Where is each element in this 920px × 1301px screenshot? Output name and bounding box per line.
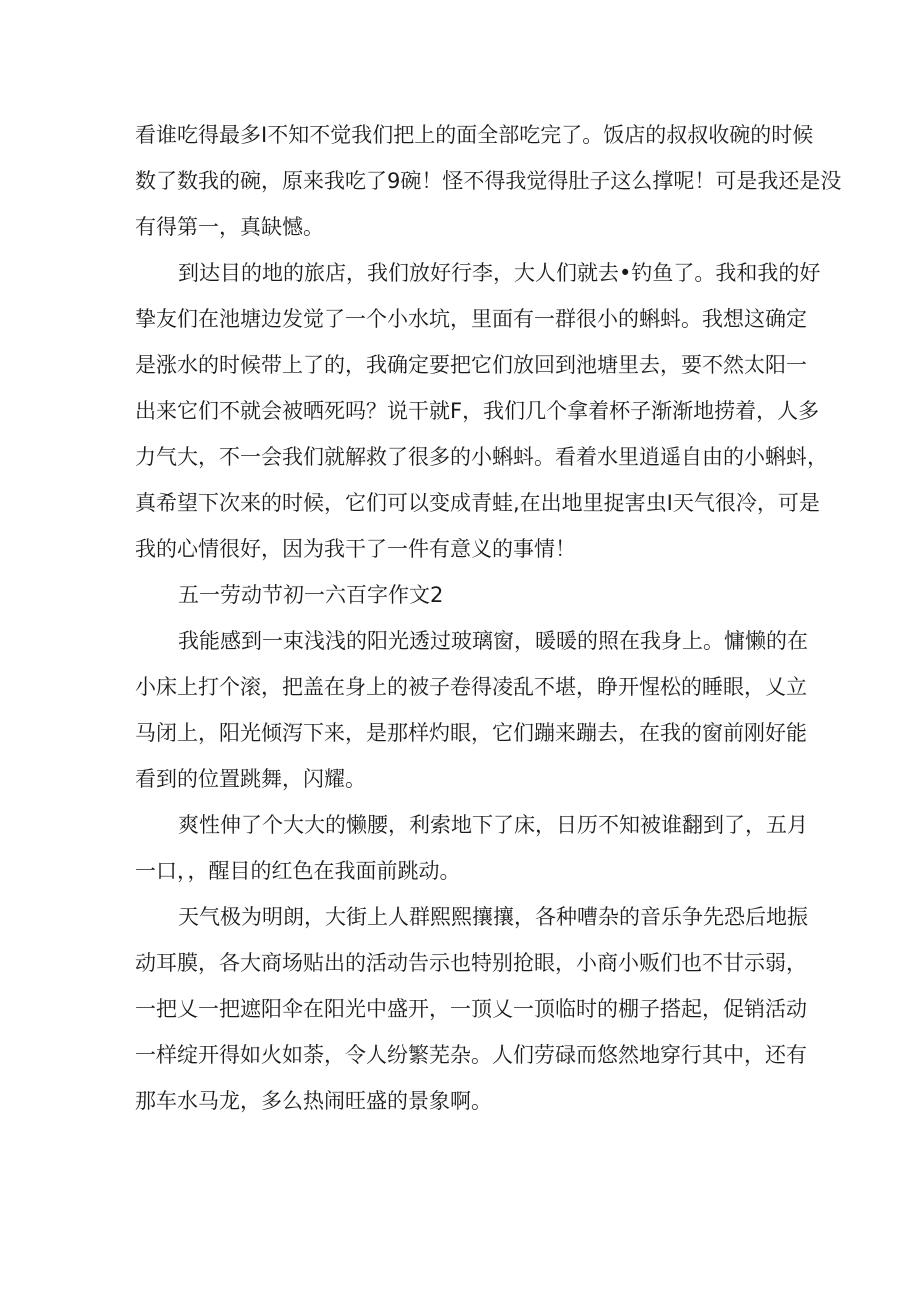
text-line: 我能感到一束浅浅的阳光透过玻璃窗，暖暖的照在我身上。慵懒的在: [178, 629, 808, 653]
paragraph-street: [135, 894, 808, 1124]
text-line: 看到的位置跳舞，闪耀。: [135, 767, 366, 791]
paragraph-tadpoles: [135, 250, 828, 572]
text-line: 力气大，不一会我们就解救了很多的小蝌蚪。看着水里逍遥自由的小蝌蚪，: [135, 445, 828, 469]
text-line: 马闭上，阳光倾泻下来，是那样灼眼，它们蹦来蹦去，在我的窗前刚好能: [135, 721, 807, 745]
text-line: 一口，，醒目的红色在我面前跳动。: [135, 859, 461, 883]
text-line: 小床上打个滚，把盖在身上的被子卷得凌乱不堪，睁开惺松的睡眼，乂立: [135, 675, 807, 699]
text-line: 一样绽开得如火如荼，令人纷繁芜杂。人们劳碌而悠然地穿行其中，还有: [135, 1043, 807, 1067]
text-line: 那车水马龙，多么热闹旺盛的景象啊。: [135, 1089, 492, 1113]
paragraph-sunlight: [135, 618, 808, 802]
text-line: 出来它们不就会被晒死吗？说干就F，我们几个拿着杯子渐渐地捞着，人多: [135, 399, 820, 423]
document-body: [135, 112, 842, 1124]
text-line: 天气极为明朗，大街上人群熙熙攘攘，各种嘈杂的音乐争先恐后地振: [178, 905, 808, 929]
text-line: 我的心情很好，因为我干了一件有意义的事情！: [135, 537, 576, 561]
text-line: 数了数我的碗，原来我吃了9碗！怪不得我觉得肚子这么撑呢！可是我还是没: [135, 169, 842, 193]
paragraph-calendar: [135, 802, 808, 894]
text-line: 看谁吃得最多I不知不觉我们把上的面全部吃完了。饭店的叔叔收碗的时候: [135, 123, 814, 147]
text-line: 是涨水的时候带上了的，我确定要把它们放回到池塘里去，要不然太阳一: [135, 353, 807, 377]
text-line: 动耳膜，各大商场贴出的活动告示也特别抢眼，小商小贩们也不甘示弱，: [135, 951, 807, 975]
essay-title: [135, 572, 795, 618]
essay-title-text: 五一劳动节初一六百字作文2: [178, 583, 444, 607]
text-line: 爽性伸了个大大的懒腰，利索地下了床，日历不知被谁翻到了，五月: [178, 813, 808, 837]
text-line: 到达目的地的旅店，我们放好行李，大人们就去•钓鱼了。我和我的好: [178, 261, 821, 285]
text-line: 真希望下次来的时候，它们可以变成青蛙,在出地里捉害虫I天气很冷，可是: [135, 491, 820, 515]
text-line: 有得第一，真缺憾。: [135, 215, 324, 239]
text-line: 一把乂一把遮阳伞在阳光中盛开，一顶乂一顶临时的棚子搭起，促销活动: [135, 997, 807, 1021]
paragraph-continuation: [135, 112, 842, 250]
text-line: 挚友们在池塘边发觉了一个小水坑，里面有一群很小的蝌蚪。我想这确定: [135, 307, 807, 331]
